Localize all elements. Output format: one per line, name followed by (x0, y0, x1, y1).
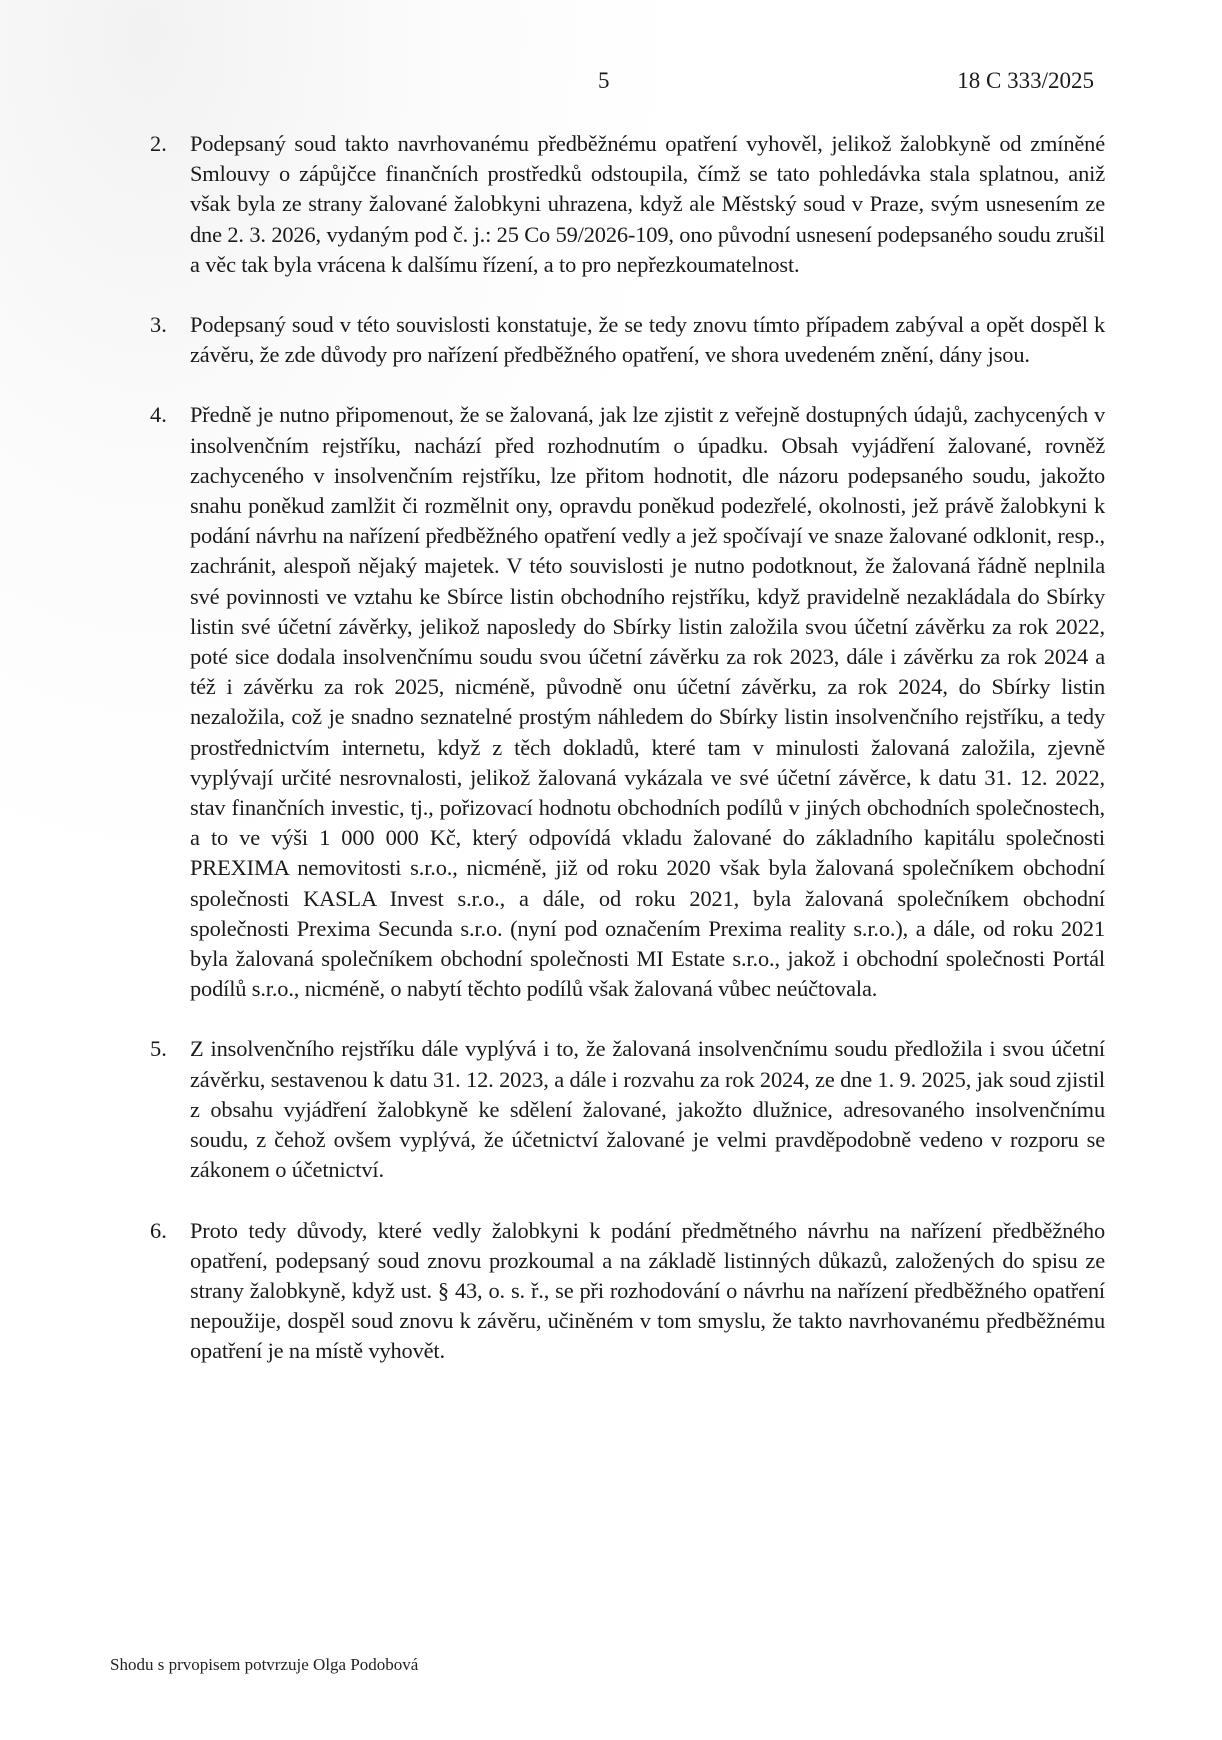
paragraph-4 (150, 400, 1105, 1004)
paragraph-3 (150, 310, 1105, 370)
paragraph-text: Podepsaný soud v této souvislosti konstatuje, že se tedy znovu tímto případem zabýval a opět dospěl k závěru, že zde důvody pro nařízení předběžného opatření, ve shora uvedeném znění, dány jsou. (190, 312, 1105, 368)
paragraph-number: 5. (150, 1036, 167, 1062)
paragraph-number: 4. (150, 402, 167, 428)
page-number: 5 (598, 68, 610, 93)
paragraph-text: Podepsaný soud takto navrhovanému předběžnému opatření vyhověl, jelikož žalobkyně od zmíněné Smlouvy o zápůjčce finančních prostředků odstoupila, čímž se tato pohledávka stala splatnou, aniž však byla ze strany žalované žalobkyni uhrazena, když ale Městský soud v Praze, svým usnesením ze dne 2. 3. 2026, vydaným pod č. j.: 25 Co 59/2026-109, ono původní usnesení podepsaného soudu zrušil a věc tak byla vrácena k dalšímu řízení, a to pro nepřezkoumatelnost. (190, 131, 1105, 277)
paragraph-number: 2. (150, 131, 167, 156)
paragraph-number: 6. (150, 1217, 167, 1243)
paragraph-5 (150, 1034, 1105, 1185)
paragraph-text: Předně je nutno připomenout, že se žalovaná, jak lze zjistit z veřejně dostupných údajů, zachycených v insolvenčním rejstříku, nachází před rozhodnutím o úpadku. Obsah vyjádření žalované, rovněž zachyceného v insolvenčním rejstříku, lze přitom hodnotit, dle názoru podepsaného soudu, jakožto snahu poněkud zamlžit či rozmělnit ony, opravdu poněkud podezřelé, okolnosti, jež právě žalobkyni k podání návrhu na nařízení předběžného opatření vedly a jež spočívají ve snaze žalované odklonit, resp., zachránit, alespoň nějaký majetek. V této souvislosti je nutno podotknout, že žalovaná řádně neplnila své povinnosti ve vztahu ke Sbírce listin obchodního rejstříku, když pravidelně nezakládala do Sbírky listin své účetní závěrky, jelikož naposledy do Sbírky listin založila svou účetní závěrku za rok 2022, poté sice dodala insolvenčnímu soudu svou účetní závěrku za rok 2023, dále i závěrku za rok 2024 a též i závěrku za rok 2025, nicméně, původně onu účetní závěrku, za rok 2024, do Sbírky listin nezaložila, což je snadno seznatelné prostým náhledem do Sbírky listin insolvenčního rejstříku, a tedy prostřednictvím internetu, když z těch dokladů, které tam v minulosti žalovaná založila, zjevně vyplývají určité nesrovnalosti, jelikož žalovaná vykázala ve své účetní závěrce, k datu 31. 12. 2022, stav finančních investic, tj., pořizovací hodnotu obchodních podílů v jiných obchodních společnostech, a to ve výši 1 000 000 Kč, který odpovídá vkladu žalované do základního kapitálu společnosti PREXIMA nemovitosti s.r.o., nicméně, již od roku 2020 však byla žalovaná společníkem obchodní společnosti KASLA Invest s.r.o., a dále, od roku 2021, byla žalovaná společníkem obchodní společnosti Prexima Secunda s.r.o. (nyní pod označením Prexima reality s.r.o.), a dále, od roku 2021 byla žalovaná společníkem obchodní společnosti MI Estate s.r.o., jakož i obchodní společnosti Portál podílů s.r.o., nicméně, o nabytí těchto podílů však žalovaná vůbec neúčtovala. (190, 402, 1105, 1002)
paragraph-6 (150, 1216, 1105, 1367)
case-number: 18 C 333/2025 (957, 68, 1094, 93)
certification-note: Shodu s prvopisem potvrzuje Olga Podobová (110, 1655, 419, 1674)
paragraph-number: 3. (150, 312, 167, 338)
paragraph-text: Proto tedy důvody, které vedly žalobkyni k podání předmětného návrhu na nařízení předběžného opatření, podepsaný soud znovu prozkoumal a na základě listinných důkazů, založených do spisu ze strany žalobkyně, když ust. § 43, o. s. ř., se při rozhodování o návrhu na nařízení předběžného opatření nepoužije, dospěl soud znovu k závěru, učiněném v tom smyslu, že takto navrhovanému předběžnému opatření je na místě vyhovět. (190, 1217, 1105, 1364)
document-body (150, 129, 1105, 1397)
page-header (0, 68, 1222, 102)
paragraph-2 (150, 129, 1105, 280)
paragraph-text: Z insolvenčního rejstříku dále vyplývá i to, že žalovaná insolvenčnímu soudu předložila i svou účetní závěrku, sestavenou k datu 31. 12. 2023, a dále i rozvahu za rok 2024, ze dne 1. 9. 2025, jak soud zjistil z obsahu vyjádření žalobkyně ke sdělení žalované, jakožto dlužnice, adresovaného insolvenčnímu soudu, z čehož ovšem vyplývá, že účetnictví žalované je velmi pravděpodobně vedeno v rozporu se zákonem o účetnictví. (190, 1036, 1105, 1183)
